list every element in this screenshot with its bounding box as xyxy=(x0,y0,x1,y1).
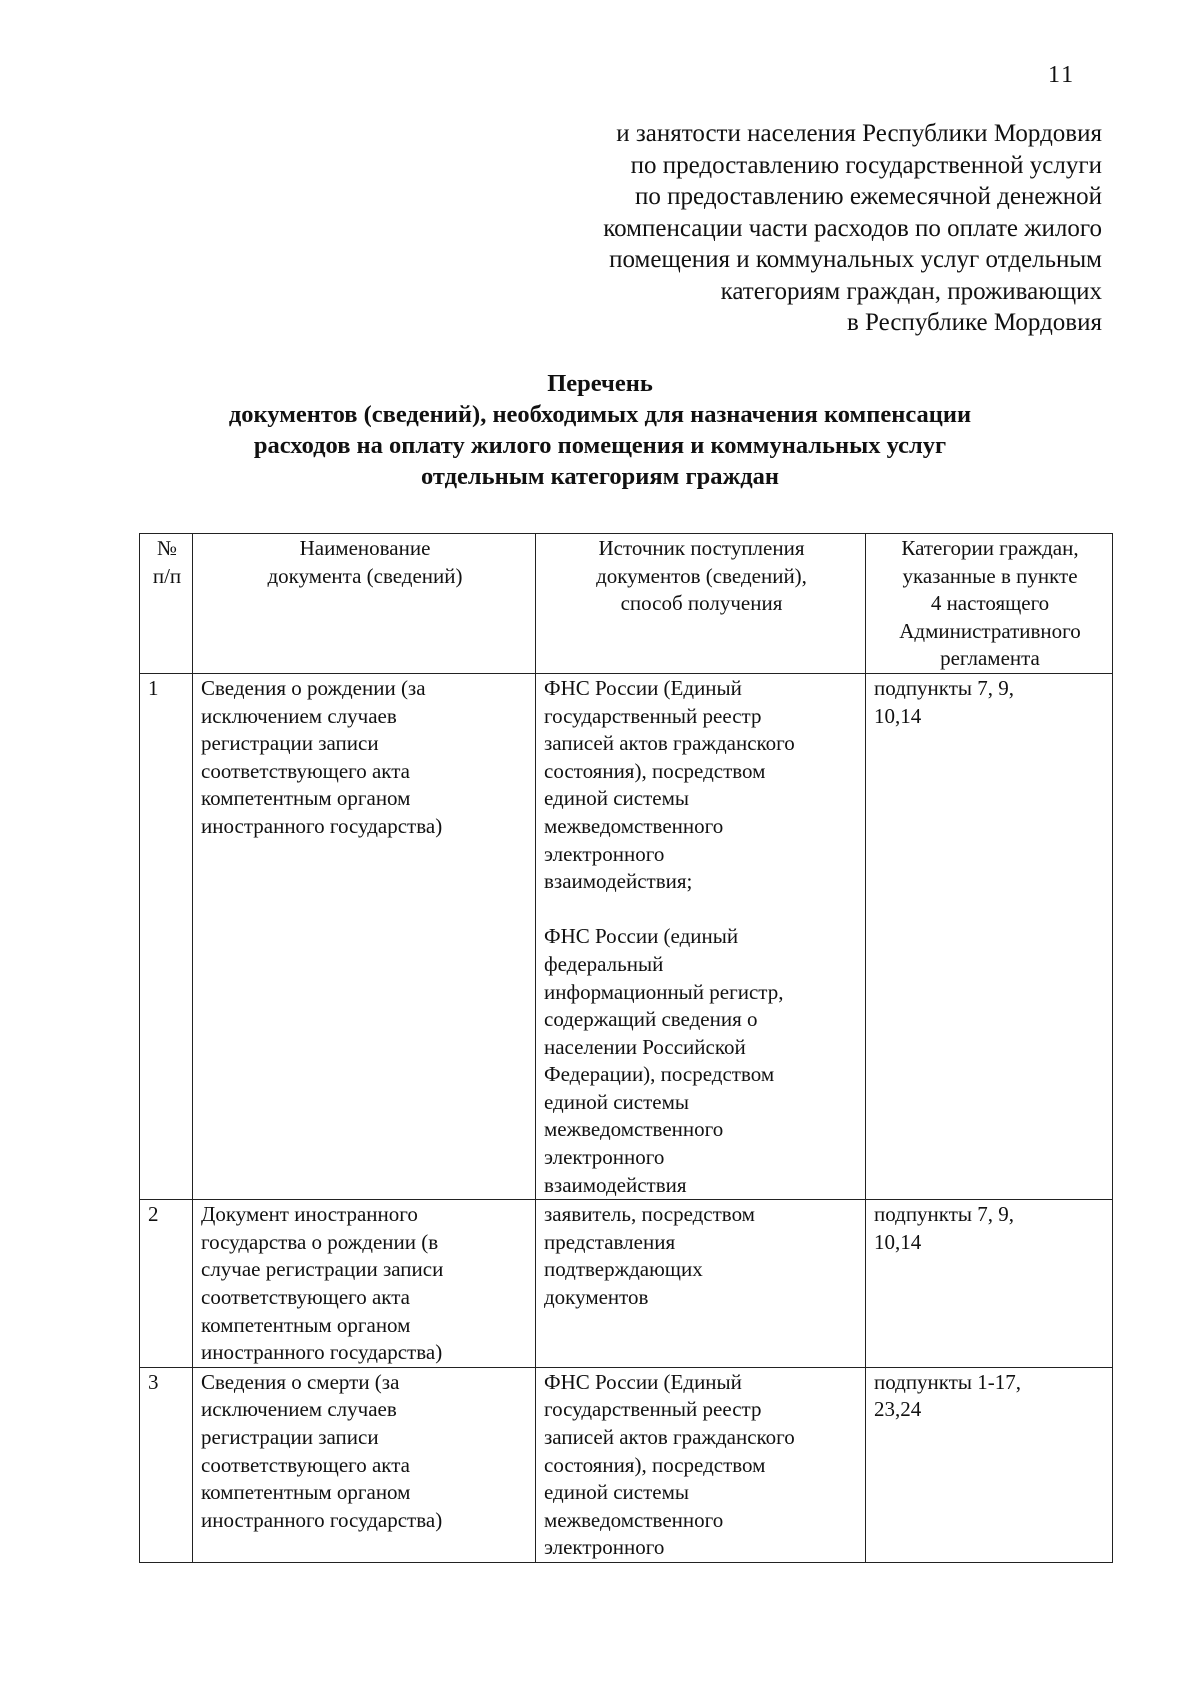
header-text: Наименование xyxy=(299,536,431,560)
cell-text: Сведения о рождении (за xyxy=(201,675,426,700)
document-name-cell xyxy=(193,1367,536,1562)
document-name-cell xyxy=(193,1200,536,1368)
approval-header xyxy=(482,118,1102,339)
header-line: и занятости населения Республики Мордовия xyxy=(616,120,1102,147)
header-text: Источник поступления xyxy=(598,536,805,560)
cell-text: случае регистрации записи xyxy=(201,1257,444,1282)
cell-text: подтверждающих xyxy=(544,1257,703,1282)
categories-cell xyxy=(866,1200,1113,1368)
cell-text: заявитель, посредством xyxy=(544,1202,755,1227)
header-line: по предоставлению государственной услуги xyxy=(630,151,1102,179)
cell-text: единой системы xyxy=(544,1089,689,1114)
cell-text: взаимодействия xyxy=(544,1172,687,1197)
cell-text: межведомственного xyxy=(544,1117,724,1142)
page-number: 11 xyxy=(1048,62,1076,88)
column-header-name xyxy=(193,534,536,674)
cell-text: регистрации записи xyxy=(201,1425,379,1449)
column-header-source xyxy=(536,534,866,674)
cell-text: исключением случаев xyxy=(201,1397,397,1422)
cell-text: Документ иностранного xyxy=(201,1202,418,1227)
cell-text: компетентным органом xyxy=(201,1480,411,1505)
source-cell xyxy=(536,1367,866,1562)
cell-text: соответствующего акта xyxy=(201,758,410,783)
header-text: указанные в пункте xyxy=(902,563,1078,588)
cell-text: 10,14 xyxy=(874,1229,922,1254)
cell-text: иностранного государства) xyxy=(201,1340,443,1365)
column-header-categories xyxy=(866,534,1113,674)
cell-text: информационный регистр, xyxy=(544,979,784,1004)
cell-text: 23,24 xyxy=(874,1397,922,1422)
cell-text: подпункты 7, 9, xyxy=(874,675,1015,700)
cell-text: федеральный xyxy=(544,951,664,976)
header-text: документов (сведений), xyxy=(596,563,807,588)
header-text: 4 настоящего xyxy=(930,591,1050,616)
categories-cell xyxy=(866,1367,1113,1562)
cell-text: иностранного государства) xyxy=(201,1507,443,1532)
document-title xyxy=(40,368,1160,492)
cell-text: компетентным органом xyxy=(201,1312,411,1337)
title-line: отдельным категориям граждан xyxy=(420,463,780,490)
header-line: помещения и коммунальных услуг отдельным xyxy=(609,246,1102,273)
title-line: документов (сведений), необходимых для назначения компенсации xyxy=(228,401,972,428)
header-text: документа (сведений) xyxy=(267,563,463,588)
table-row xyxy=(140,673,1113,1199)
header-text: Административного xyxy=(899,618,1081,643)
cell-text: подпункты 1-17, xyxy=(874,1369,1021,1394)
cell-text: ФНС России (Единый xyxy=(544,1369,742,1394)
header-line: компенсации части расходов по оплате жилого xyxy=(603,214,1102,242)
table-row xyxy=(140,1200,1113,1368)
header-line: в Республике Мордовия xyxy=(847,309,1102,336)
header-text: п/п xyxy=(152,563,182,588)
cell-text: соответствующего акта xyxy=(201,1452,410,1477)
paragraph-gap xyxy=(544,896,859,924)
row-number: 3 xyxy=(140,1367,193,1562)
cell-text: 10,14 xyxy=(874,703,922,728)
column-header-number xyxy=(140,534,193,674)
cell-text: Федерации), посредством xyxy=(544,1062,775,1087)
cell-text: электронного xyxy=(544,1145,665,1170)
header-line: категориям граждан, проживающих xyxy=(720,277,1102,305)
cell-text: содержащий сведения о xyxy=(544,1007,758,1032)
header-text: № xyxy=(156,536,178,560)
source-cell xyxy=(536,1200,866,1368)
cell-text: межведомственного xyxy=(544,1507,724,1532)
cell-text: взаимодействия; xyxy=(544,869,693,894)
cell-text: государственный реестр xyxy=(544,703,762,728)
cell-text: населении Российской xyxy=(544,1034,746,1059)
cell-text: записей актов гражданского xyxy=(544,731,795,756)
cell-text: соответствующего акта xyxy=(201,1285,410,1310)
cell-text: Сведения о смерти (за xyxy=(201,1369,400,1394)
cell-text: ФНС России (Единый xyxy=(544,675,742,700)
cell-text: состояния), посредством xyxy=(544,1452,766,1477)
cell-text: электронного xyxy=(544,841,665,866)
cell-text: единой системы xyxy=(544,786,689,811)
cell-text: межведомственного xyxy=(544,813,724,838)
document-name-cell xyxy=(193,673,536,1199)
categories-cell xyxy=(866,673,1113,1199)
cell-text: документов xyxy=(544,1285,649,1310)
table-header-row xyxy=(140,534,1113,674)
header-text: регламента xyxy=(940,646,1040,671)
header-text: способ получения xyxy=(620,591,783,616)
row-number: 1 xyxy=(140,673,193,1199)
cell-text: единой системы xyxy=(544,1480,689,1505)
cell-text: ФНС России (единый xyxy=(544,924,739,949)
cell-text: записей актов гражданского xyxy=(544,1425,795,1449)
source-cell xyxy=(536,673,866,1199)
cell-text: подпункты 7, 9, xyxy=(874,1202,1015,1227)
header-line: по предоставлению ежемесячной денежной xyxy=(635,183,1102,210)
title-line: расходов на оплату жилого помещения и коммунальных услуг xyxy=(253,432,947,459)
table-row xyxy=(140,1367,1113,1562)
cell-text: состояния), посредством xyxy=(544,758,766,783)
documents-table xyxy=(139,533,1113,1563)
header-text: Категории граждан, xyxy=(901,536,1079,560)
title-line: Перечень xyxy=(547,370,653,397)
cell-text: компетентным органом xyxy=(201,786,411,811)
cell-text: иностранного государства) xyxy=(201,813,443,838)
cell-text: регистрации записи xyxy=(201,731,379,756)
cell-text: электронного xyxy=(544,1535,665,1560)
cell-text: государства о рождении (в xyxy=(201,1229,439,1254)
cell-text: исключением случаев xyxy=(201,703,397,728)
row-number: 2 xyxy=(140,1200,193,1368)
cell-text: государственный реестр xyxy=(544,1397,762,1422)
cell-text: представления xyxy=(544,1229,676,1254)
